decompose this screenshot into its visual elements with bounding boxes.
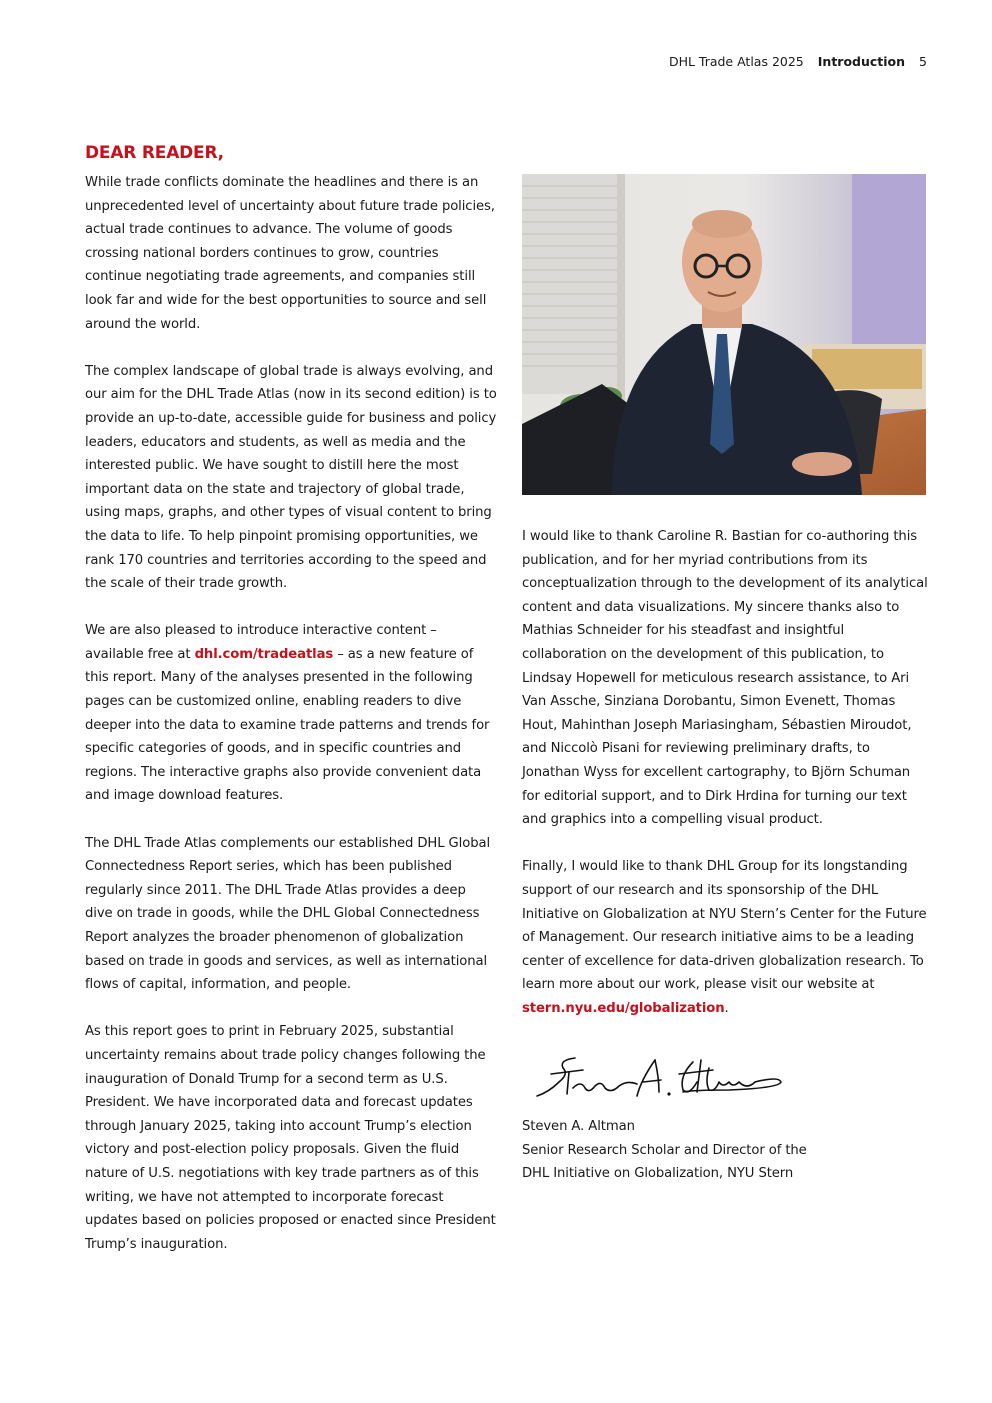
text-segment: We are also pleased to introduce interactive content – available free at	[85, 623, 437, 662]
text-segment: Finally, I would like to thank DHL Group for its longstanding support of our research and its sponsorship of the DHL Initiative on Globalization at NYU Stern’s Center for the Future of Management. Our research initiative aims to be a leading center of excellence for data-driven globalization research. To learn more about our work, please visit our website at	[522, 859, 927, 993]
author-role-line-1: Senior Research Scholar and Director of the	[522, 1142, 807, 1158]
paragraph-intro: While trade conflicts dominate the headlines and there is an unprecedented level of uncertainty about future trade policies, actual trade continues to advance. The volume of goods crossing national borders continues to grow, countries continue negotiating trade agreements, and companies still look far and wide for the best opportunities to source and sell around the world.	[85, 175, 495, 332]
page-title: DEAR READER,	[85, 143, 224, 163]
paragraph-acknowledgements: I would like to thank Caroline R. Bastian for co-authoring this publication, and for her myriad contributions from its conceptualization through to the development of its analytical content and data visualizations. My sincere thanks also to Mathias Schneider for his steadfast and insightful collaboration on the development of this publication, to Lindsay Hopewell for meticulous research assistance, to Ari Van Assche, Sinziana Dorobantu, Simon Evenett, Thomas Hout, Mahinthan Joseph Mariasingham, Sébastien Miroudot, and Niccolò Pisani for reviewing preliminary drafts, to Jonathan Wyss for excellent cartography, to Björn Schuman for editorial support, and to Dirk Hrdina for turning our text and graphics into a compelling visual product.	[522, 529, 928, 828]
publication-name: DHL Trade Atlas 2025	[668, 54, 804, 69]
left-column	[85, 171, 497, 1280]
paragraph-policy: As this report goes to print in February 2025, substantial uncertainty remains about trade policy changes following the inauguration of Donald Trump for a second term as U.S. President. We have incorporated data and forecast updates through January 2025, taking into account Trump’s election victory and post-election policy proposals. Given the fluid nature of U.S. negotiations with key trade partners as of this writing, we have not attempted to incorporate forecast updates based on policies proposed or enacted since President Trump’s inauguration.	[85, 1024, 496, 1252]
paragraph-interactive	[85, 619, 497, 808]
text-segment: .	[724, 1000, 729, 1016]
paragraph-connectedness: The DHL Trade Atlas complements our established DHL Global Connectedness Report series, which has been published regularly since 2011. The DHL Trade Atlas provides a deep dive on trade in goods, while the DHL Global Connectedness Report analyzes the broader phenomenon of globalization based on trade in goods and services, as well as international flows of capital, information, and people.	[85, 835, 491, 993]
author-photo	[522, 174, 926, 495]
text-segment: – as a new feature of this report. Many of the analyses presented in the following pages can be customized online, enabling readers to dive deeper into the data to examine trade patterns and trends for specific categories of goods, and in specific countries and regions. The interactive graphs also provide convenient data and image download features.	[85, 646, 490, 804]
author-role-line-2: DHL Initiative on Globalization, NYU Stern	[522, 1166, 794, 1182]
page-header	[669, 54, 927, 69]
author-name: Steven A. Altman	[522, 1119, 635, 1134]
author-block	[522, 1115, 807, 1186]
right-column	[522, 525, 928, 1044]
page-number: 5	[919, 54, 927, 69]
globalization-link[interactable]: stern.nyu.edu/globalization	[522, 1000, 725, 1016]
tradeatlas-link[interactable]: dhl.com/tradeatlas	[194, 646, 334, 662]
section-name: Introduction	[817, 54, 906, 69]
paragraph-sponsorship	[522, 855, 928, 1020]
paragraph-aim: The complex landscape of global trade is always evolving, and our aim for the DHL Trade Atlas (now in its second edition) is to provide an up-to-date, accessible guide for business and policy leaders, educators and students, as well as media and the interested public. We have sought to distill here the most important data on the state and trajectory of global trade, using maps, graphs, and other types of visual content to bring the data to life. To help pinpoint promising opportunities, we rank 170 countries and territories according to the speed and the scale of their trade growth.	[85, 363, 497, 592]
handwritten-signature	[533, 1052, 788, 1104]
